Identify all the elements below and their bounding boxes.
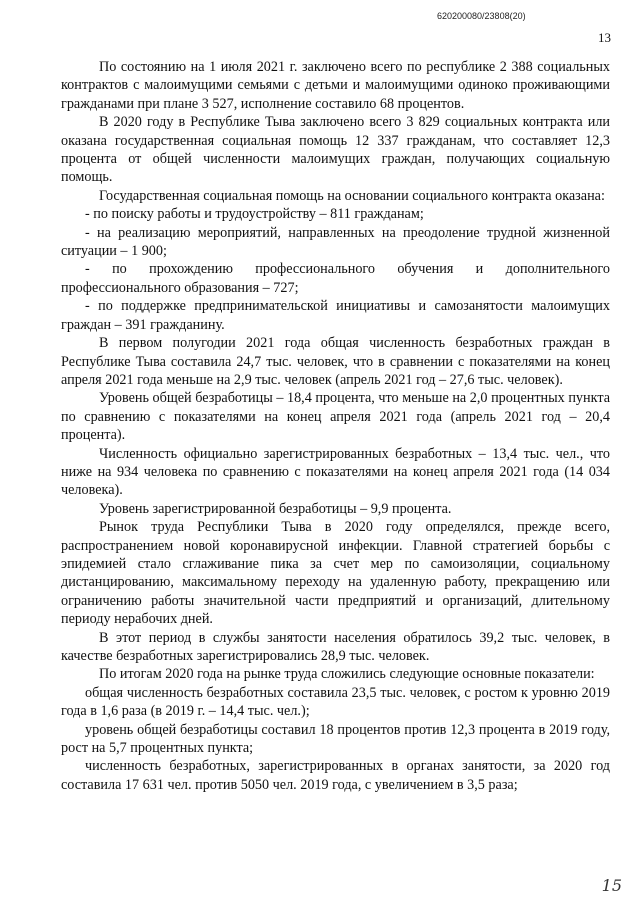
paragraph: Рынок труда Республики Тыва в 2020 году определялся, прежде всего, распространением новой коронавирусной инфекции. Главной стратегией борьбы с эпидемией стало сглаживание пика за счет мер по самоизоляции, социальному дистанцированию, максимальному переходу на удаленную работу, прекращению или ограничению работы значительной части предприятий и организаций, длительному периоду нерабочих дней.: [61, 519, 610, 628]
list-item: - по прохождению профессионального обучения и дополнительного профессионального образования – 727;: [61, 261, 610, 296]
paragraph: В этот период в службы занятости населения обратилось 39,2 тыс. человек, в качестве безработных зарегистрировались 28,9 тыс. человек.: [61, 629, 610, 664]
document-body: [61, 58, 610, 794]
list-item: - по поиску работы и трудоустройству – 811 гражданам;: [85, 206, 424, 223]
list-item: численность безработных, зарегистрированных в органах занятости, за 2020 год составила 17 631 чел. против 5050 чел. 2019 года, с увеличением в 3,5 раза;: [61, 758, 610, 793]
list-item: общая численность безработных составила 23,5 тыс. человек, с ростом к уровню 2019 года в 1,6 раза (в 2019 г. – 14,4 тыс. чел.);: [61, 684, 610, 720]
page-number: 13: [598, 30, 611, 45]
paragraph: По итогам 2020 года на рынке труда сложились следующие основные показатели:: [99, 666, 595, 683]
list-item: - по поддержке предпринимательской инициативы и самозанятости малоимущих граждан – 391 гражданину.: [61, 298, 610, 333]
list-item: уровень общей безработицы составил 18 процентов против 12,3 процента в 2019 году, рост на 5,7 процентных пункта;: [61, 721, 610, 757]
paragraph: Уровень общей безработицы – 18,4 процента, что меньше на 2,0 процентных пункта по сравнению с показателями на конец апреля 2021 года (апрель 2021 год – 20,4 процента).: [61, 390, 610, 444]
paragraph: Государственная социальная помощь на основании социального контракта оказана:: [99, 187, 605, 204]
paragraph: В первом полугодии 2021 года общая численность безработных граждан в Республике Тыва составила 24,7 тыс. человек, что в сравнении с показателями на конец апреля 2021 года меньше на 2,9 тыс. человек (апрель 2021 год – 27,6 тыс. человек).: [61, 335, 610, 388]
paragraph: По состоянию на 1 июля 2021 г. заключено всего по республике 2 388 социальных контрактов с малоимущими семьями с детьми и малоимущими одиноко проживающими гражданами при плане 3 527, исполнение составило 68 процентов.: [61, 59, 610, 112]
paragraph: Уровень зарегистрированной безработицы – 9,9 процента.: [99, 500, 452, 517]
handwritten-page-mark: 15: [601, 876, 622, 895]
paragraph: В 2020 году в Республике Тыва заключено всего 3 829 социальных контракта или оказана государственная социальная помощь 12 337 гражданам, что составляет 12,3 процента от общей численности малоимущих граждан, получающих социальную помощь.: [61, 114, 610, 186]
paragraph: Численность официально зарегистрированных безработных – 13,4 тыс. чел., что ниже на 934 человека по сравнению с показателями на конец апреля 2021 года (14 034 человека).: [61, 445, 610, 499]
document-id: 620200080/23808(20): [437, 11, 526, 21]
list-item: - на реализацию мероприятий, направленных на преодоление трудной жизненной ситуации – 1 900;: [61, 224, 610, 260]
